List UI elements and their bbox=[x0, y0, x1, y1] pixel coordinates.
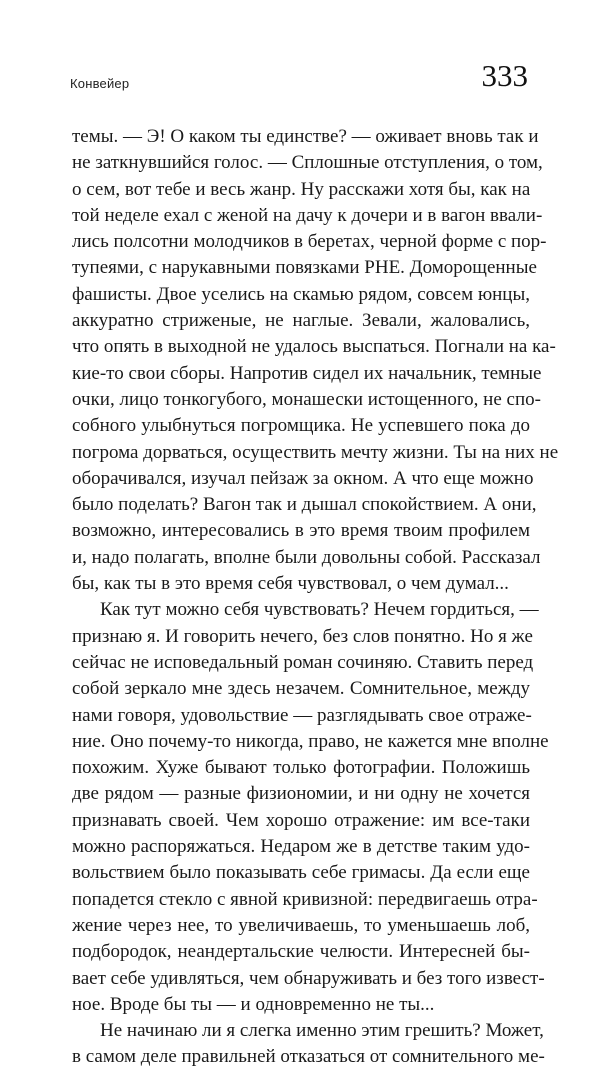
text-line: похожим. Хуже бывают только фотографии. Положишь bbox=[72, 757, 530, 779]
text-line: о сем, вот тебе и весь жанр. Ну расскажи хотя бы, как на bbox=[72, 178, 531, 200]
paragraph-first-line: Как тут можно себя чувствовать? Нечем гордиться, — bbox=[100, 599, 539, 621]
text-line: было поделать? Вагон так и дышал спокойствием. А они, bbox=[72, 494, 537, 516]
text-line: сейчас не исповедальный роман сочиняю. Ставить перед bbox=[72, 651, 534, 673]
paragraph-last-line: бы, как ты в это время себя чувствовал, о чем думал... bbox=[72, 573, 509, 595]
text-line: оборачивался, изучал пейзаж за окном. А что еще можно bbox=[72, 467, 534, 489]
text-line: очки, лицо тонкогубого, монашески истощенного, не спо- bbox=[72, 388, 541, 410]
text-line: погрома дорваться, осуществить мечту жизни. Ты на них не bbox=[72, 441, 559, 463]
text-line: темы. — Э! О каком ты единстве? — оживает вновь так и bbox=[72, 126, 539, 147]
text-line: можно распоряжаться. Недаром же в детстве таким удо- bbox=[72, 836, 530, 858]
text-line: и, надо полагать, вполне были довольны собой. Рассказал bbox=[72, 546, 541, 568]
text-line: жение через нее, то увеличиваешь, то уменьшаешь лоб, bbox=[72, 914, 530, 936]
text-line: собного улыбнуться погромщика. Не успевшего пока до bbox=[72, 415, 530, 437]
text-line: ние. Оно почему-то никогда, право, не кажется мне вполне bbox=[72, 730, 549, 752]
text-line: вает себе удивляться, чем обнаруживать и без того извест- bbox=[72, 967, 545, 989]
paragraph-first-line: Не начинаю ли я слегка именно этим грешить? Может, bbox=[100, 1020, 544, 1042]
text-line: признавать своей. Чем хорошо отражение: им все-таки bbox=[72, 809, 530, 831]
text-line: не заткнувшийся голос. — Сплошные отступления, о том, bbox=[72, 152, 543, 174]
text-line: попадется стекло с явной кривизной: передвигаешь отра- bbox=[72, 888, 538, 910]
text-line: признаю я. И говорить нечего, без слов понятно. Но я же bbox=[72, 625, 533, 647]
text-line: возможно, интересовались в это время твоим профилем bbox=[72, 520, 530, 542]
running-head: Конвейер bbox=[70, 76, 130, 91]
text-line: вольствием было показывать себе гримасы. Да если еще bbox=[72, 862, 530, 884]
text-line: что опять в выходной не удалось выспаться. Погнали на ка- bbox=[72, 336, 556, 358]
text-line: той неделе ехал с женой на дачу к дочери и в вагон ввали- bbox=[72, 204, 543, 226]
text-line: кие-то свои сборы. Напротив сидел их начальник, темные bbox=[72, 362, 542, 384]
paragraph-last-line: ное. Вроде бы ты — и одновременно не ты... bbox=[72, 993, 435, 1015]
text-line: в самом деле правильней отказаться от сомнительного ме- bbox=[72, 1046, 545, 1068]
text-line: подбородок, неандертальские челюсти. Интересней бы- bbox=[72, 941, 530, 963]
page-number: 333 bbox=[481, 58, 528, 93]
text-line: собой зеркало мне здесь незачем. Сомнительное, между bbox=[72, 678, 530, 700]
text-line: тупеями, с нарукавными повязками РНЕ. Доморощенные bbox=[72, 257, 537, 279]
text-line: аккуратно стриженые, не наглые. Зевали, жаловались, bbox=[72, 310, 530, 332]
body-text bbox=[72, 124, 559, 1071]
text-line: нами говоря, удовольствие — разглядывать свое отраже- bbox=[72, 704, 532, 726]
text-line: фашисты. Двое уселись на скамью рядом, совсем юнцы, bbox=[72, 283, 530, 305]
text-line: две рядом — разные физиономии, и ни одну не хочется bbox=[72, 783, 530, 805]
text-line: лись полсотни молодчиков в беретах, черной форме с пор- bbox=[72, 231, 547, 253]
